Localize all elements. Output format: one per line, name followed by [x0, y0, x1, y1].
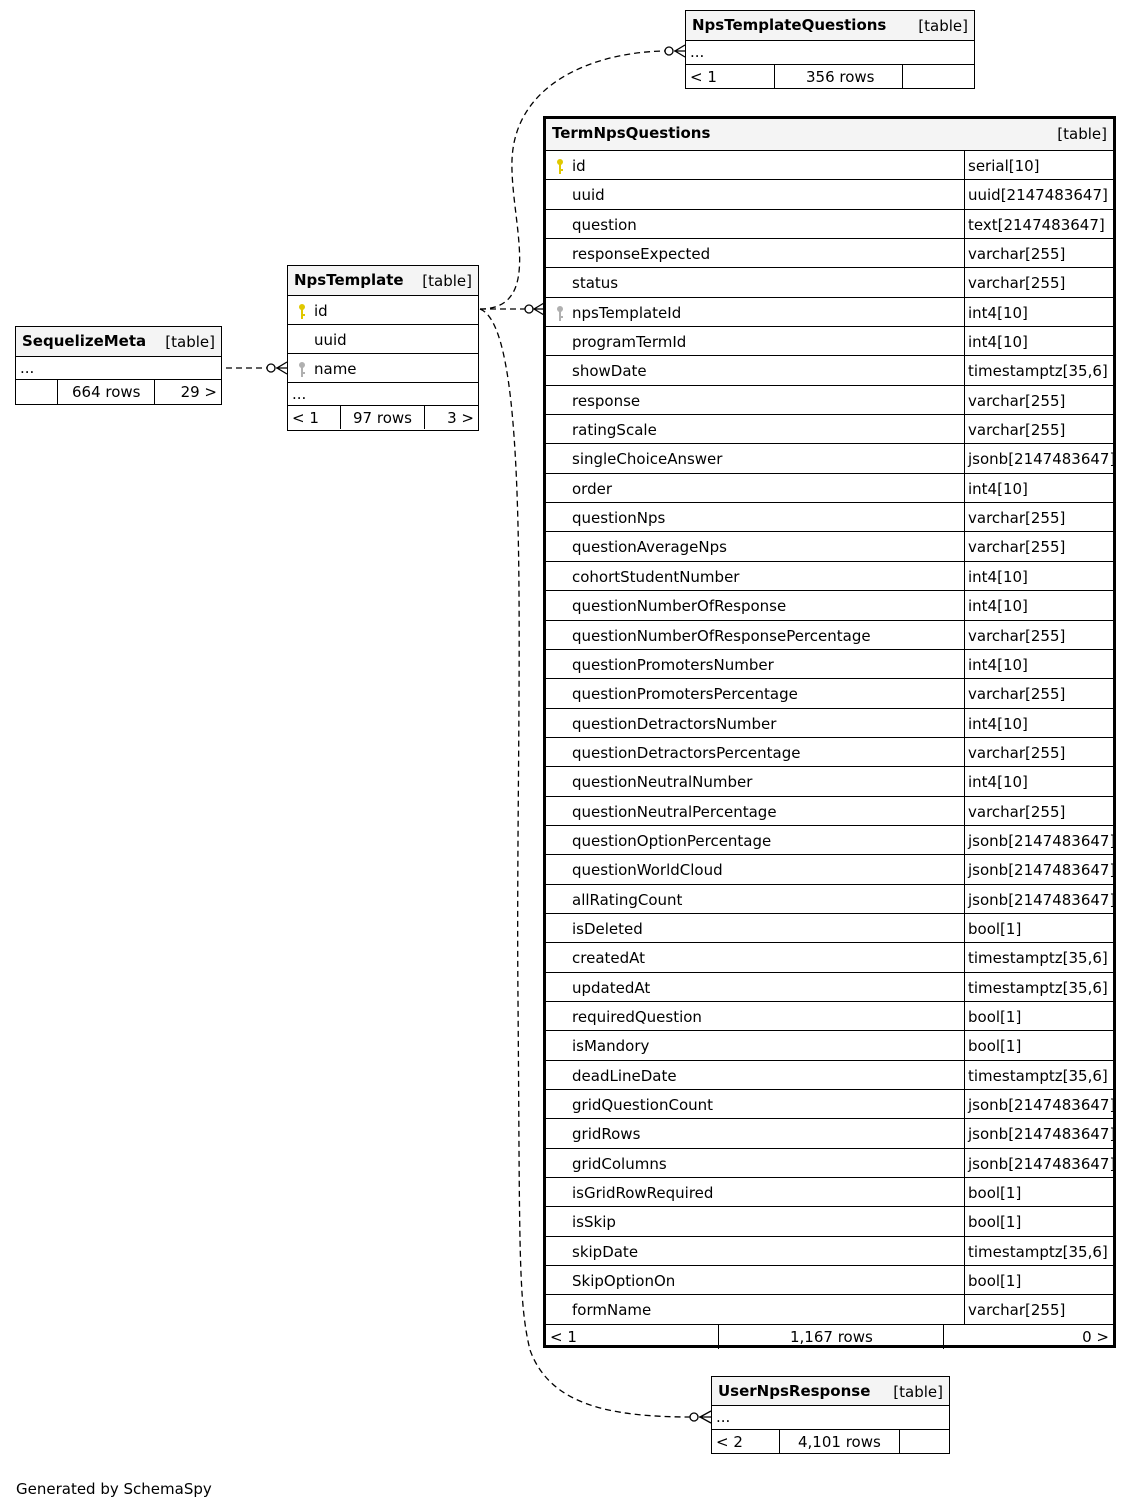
- column-row[interactable]: [546, 532, 1113, 561]
- table-type: [table]: [918, 17, 968, 35]
- column-name: npsTemplateId: [572, 303, 682, 322]
- column-row[interactable]: [546, 268, 1113, 297]
- column-type: varchar[255]: [968, 802, 1066, 821]
- column-name: formName: [572, 1301, 652, 1320]
- column-type: jsonb[2147483647]: [968, 890, 1116, 909]
- footer-children: < 2: [716, 1433, 743, 1451]
- column-type: varchar[255]: [968, 245, 1066, 264]
- column-row[interactable]: [546, 1237, 1113, 1266]
- footer-rows: 1,167 rows: [790, 1327, 873, 1346]
- column-name: id: [572, 157, 586, 175]
- footer-children: < 1: [690, 68, 717, 86]
- footer-children: < 1: [292, 409, 319, 427]
- crowfoot-marker: [276, 362, 287, 374]
- ellipsis-row: [288, 383, 478, 406]
- table-name: SequelizeMeta: [22, 332, 147, 350]
- column-row[interactable]: [288, 296, 478, 325]
- column-name: question: [572, 215, 637, 234]
- table-npstemplate[interactable]: [287, 265, 479, 431]
- column-type: jsonb[2147483647]: [968, 861, 1116, 880]
- column-type: varchar[255]: [968, 743, 1066, 762]
- column-name: isSkip: [572, 1213, 616, 1232]
- column-row[interactable]: [546, 239, 1113, 268]
- column-row[interactable]: [546, 914, 1113, 943]
- column-name: questionNumberOfResponsePercentage: [572, 626, 871, 645]
- column-row[interactable]: [546, 210, 1113, 239]
- table-type: [table]: [893, 1383, 943, 1401]
- column-name: createdAt: [572, 949, 646, 968]
- column-row[interactable]: [546, 797, 1113, 826]
- column-row[interactable]: [546, 1002, 1113, 1031]
- ellipsis-text: ...: [690, 43, 705, 61]
- table-header: [546, 119, 1113, 151]
- column-type: int4[10]: [968, 333, 1028, 352]
- column-type: timestamptz[35,6]: [968, 949, 1108, 968]
- table-name: TermNpsQuestions: [552, 124, 711, 142]
- column-row[interactable]: [546, 973, 1113, 1002]
- column-name: questionNeutralNumber: [572, 773, 753, 792]
- column-name: questionDetractorsPercentage: [572, 743, 801, 762]
- column-type: varchar[255]: [968, 685, 1066, 704]
- column-type: serial[10]: [968, 157, 1040, 175]
- column-name: isGridRowRequired: [572, 1184, 714, 1203]
- footer-parents: 3 >: [447, 409, 474, 427]
- table-footer: [546, 1325, 1113, 1349]
- footer-rows: 97 rows: [353, 409, 412, 427]
- crowfoot-marker: [699, 1411, 711, 1423]
- column-type: bool[1]: [968, 1007, 1022, 1026]
- ellipsis-row: [712, 1406, 949, 1430]
- column-row[interactable]: [546, 738, 1113, 767]
- column-row[interactable]: [546, 1119, 1116, 1148]
- column-type: int4[10]: [968, 714, 1028, 733]
- column-row[interactable]: [546, 151, 1113, 180]
- table-footer: [686, 65, 974, 88]
- column-row[interactable]: [546, 1031, 1113, 1060]
- column-name: questionNumberOfResponse: [572, 597, 787, 616]
- column-list: [546, 151, 1116, 1325]
- table-header: [712, 1377, 949, 1406]
- column-name: isMandory: [572, 1037, 650, 1056]
- column-row[interactable]: [546, 1090, 1116, 1119]
- primary-key-icon: [296, 303, 308, 321]
- column-name: questionWorldCloud: [572, 861, 723, 880]
- column-type: int4[10]: [968, 479, 1028, 498]
- table-sequelizemeta[interactable]: [15, 326, 222, 405]
- column-type: bool[1]: [968, 919, 1022, 938]
- column-type: int4[10]: [968, 597, 1028, 616]
- column-name: SkipOptionOn: [572, 1272, 676, 1291]
- column-type: uuid[2147483647]: [968, 186, 1108, 205]
- column-name: requiredQuestion: [572, 1007, 702, 1026]
- column-name: uuid: [314, 331, 347, 349]
- footer-rows: 664 rows: [72, 383, 141, 401]
- column-name: gridColumns: [572, 1154, 667, 1173]
- column-name: gridQuestionCount: [572, 1096, 714, 1114]
- column-name: ratingScale: [572, 421, 657, 440]
- table-type: [table]: [165, 333, 215, 351]
- column-row[interactable]: [546, 444, 1116, 473]
- table-header: [686, 11, 974, 41]
- ellipsis-text: ...: [716, 1408, 731, 1426]
- column-row[interactable]: [546, 356, 1113, 385]
- column-type: text[2147483647]: [968, 215, 1105, 234]
- column-type: varchar[255]: [968, 274, 1066, 293]
- column-name: programTermId: [572, 333, 687, 352]
- footer-parents: 29 >: [180, 383, 217, 401]
- column-row[interactable]: [288, 325, 478, 354]
- column-name: questionPromotersPercentage: [572, 685, 798, 704]
- column-name: order: [572, 479, 612, 498]
- column-name: questionNeutralPercentage: [572, 802, 777, 821]
- table-footer: [712, 1430, 949, 1453]
- column-name: deadLineDate: [572, 1066, 677, 1085]
- cardinality-circle: [690, 1413, 698, 1421]
- foreign-key-icon: [296, 361, 308, 379]
- column-type: varchar[255]: [968, 626, 1066, 645]
- column-type: bool[1]: [968, 1272, 1022, 1291]
- table-npstemplatequestions[interactable]: [685, 10, 975, 89]
- column-row[interactable]: [546, 885, 1116, 914]
- footer-children: < 1: [550, 1327, 577, 1346]
- column-name: response: [572, 391, 641, 410]
- column-name: questionAverageNps: [572, 538, 727, 557]
- column-type: varchar[255]: [968, 538, 1066, 557]
- column-name: questionPromotersNumber: [572, 655, 774, 674]
- footer-rows: 356 rows: [806, 68, 875, 86]
- column-type: int4[10]: [968, 567, 1028, 586]
- column-name: status: [572, 274, 619, 293]
- table-name: NpsTemplateQuestions: [692, 16, 887, 34]
- column-row[interactable]: [546, 621, 1113, 650]
- column-row[interactable]: [546, 1061, 1113, 1090]
- generated-by-label: Generated by SchemaSpy: [16, 1480, 212, 1498]
- column-name: isDeleted: [572, 919, 643, 938]
- column-row[interactable]: [546, 591, 1113, 620]
- column-row[interactable]: [546, 1149, 1116, 1178]
- crowfoot-marker: [674, 45, 685, 57]
- column-row[interactable]: [546, 180, 1113, 209]
- table-termnpsquestions[interactable]: [543, 116, 1116, 1348]
- column-name: uuid: [572, 186, 605, 205]
- column-row[interactable]: [288, 354, 478, 383]
- column-name: skipDate: [572, 1242, 639, 1261]
- column-type: timestamptz[35,6]: [968, 1066, 1108, 1085]
- column-row[interactable]: [546, 1207, 1113, 1236]
- column-type: int4[10]: [968, 773, 1028, 792]
- column-type: timestamptz[35,6]: [968, 362, 1108, 381]
- column-type: jsonb[2147483647]: [968, 450, 1116, 469]
- table-name: UserNpsResponse: [718, 1382, 871, 1400]
- ellipsis-row: [686, 41, 974, 65]
- column-row[interactable]: [546, 855, 1116, 884]
- column-name: cohortStudentNumber: [572, 567, 740, 586]
- column-type: varchar[255]: [968, 1301, 1066, 1320]
- column-row[interactable]: [546, 562, 1113, 591]
- column-row[interactable]: [546, 650, 1113, 679]
- column-type: jsonb[2147483647]: [968, 831, 1116, 850]
- column-row[interactable]: [546, 298, 1113, 327]
- column-name: singleChoiceAnswer: [572, 450, 723, 469]
- column-type: int4[10]: [968, 655, 1028, 674]
- column-row[interactable]: [546, 943, 1113, 972]
- table-usernpsresponse[interactable]: [711, 1376, 950, 1454]
- table-header: [288, 266, 478, 296]
- column-name: name: [314, 360, 357, 378]
- footer-parents: 0 >: [1082, 1327, 1109, 1346]
- ellipsis-row: [16, 357, 221, 380]
- column-type: jsonb[2147483647]: [968, 1125, 1116, 1144]
- column-type: timestamptz[35,6]: [968, 1242, 1108, 1261]
- column-row[interactable]: [546, 1266, 1113, 1295]
- ellipsis-text: ...: [292, 385, 307, 403]
- column-type: timestamptz[35,6]: [968, 978, 1108, 997]
- column-row[interactable]: [546, 1178, 1113, 1207]
- column-type: jsonb[2147483647]: [968, 1154, 1116, 1173]
- column-type: varchar[255]: [968, 509, 1066, 528]
- cardinality-circle: [267, 364, 275, 372]
- column-name: questionOptionPercentage: [572, 831, 772, 850]
- column-row[interactable]: [546, 709, 1113, 738]
- table-header: [16, 327, 221, 357]
- column-name: questionDetractorsNumber: [572, 714, 777, 733]
- column-row[interactable]: [546, 503, 1113, 532]
- column-row[interactable]: [546, 474, 1113, 503]
- table-type: [table]: [422, 272, 472, 290]
- column-type: varchar[255]: [968, 421, 1066, 440]
- column-name: showDate: [572, 362, 647, 381]
- ellipsis-text: ...: [20, 359, 35, 377]
- cardinality-circle: [665, 47, 673, 55]
- column-name: questionNps: [572, 509, 666, 528]
- cardinality-circle: [525, 305, 533, 313]
- table-name: NpsTemplate: [294, 271, 404, 289]
- column-name: allRatingCount: [572, 890, 683, 909]
- table-footer: [288, 406, 478, 429]
- primary-key-icon: [554, 158, 566, 176]
- column-type: jsonb[2147483647]: [968, 1096, 1116, 1114]
- column-type: bool[1]: [968, 1184, 1022, 1203]
- table-footer: [16, 380, 221, 404]
- column-name: responseExpected: [572, 245, 711, 264]
- table-type: [table]: [1057, 125, 1107, 143]
- footer-rows: 4,101 rows: [798, 1433, 881, 1451]
- column-type: varchar[255]: [968, 391, 1066, 410]
- foreign-key-icon: [554, 305, 566, 323]
- column-row[interactable]: [546, 767, 1113, 796]
- column-type: bool[1]: [968, 1213, 1022, 1232]
- column-type: int4[10]: [968, 303, 1028, 322]
- column-row[interactable]: [546, 826, 1116, 855]
- column-row[interactable]: [546, 386, 1113, 415]
- column-type: bool[1]: [968, 1037, 1022, 1056]
- column-row[interactable]: [546, 327, 1113, 356]
- column-name: updatedAt: [572, 978, 651, 997]
- column-name: gridRows: [572, 1125, 641, 1144]
- column-row[interactable]: [546, 415, 1113, 444]
- column-row[interactable]: [546, 679, 1113, 708]
- column-name: id: [314, 302, 328, 320]
- column-row[interactable]: [546, 1295, 1113, 1324]
